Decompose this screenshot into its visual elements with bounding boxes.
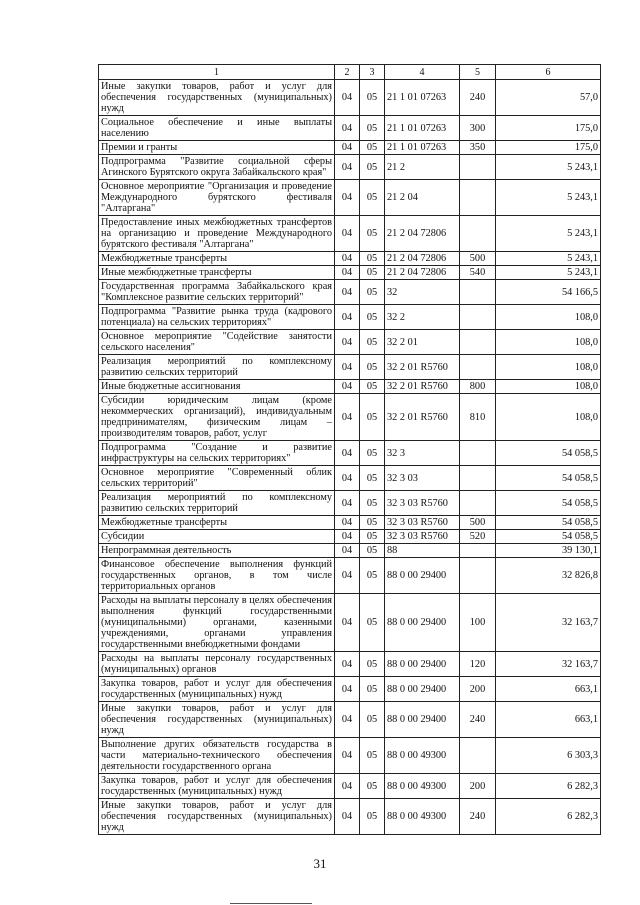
row-target-article: 88 0 00 29400 — [385, 558, 460, 594]
row-section: 04 — [335, 266, 360, 280]
row-name: Финансовое обеспечение выполнения функций государственных органов, в том числе территориальных органов — [99, 558, 335, 594]
row-target-article: 32 2 01 — [385, 330, 460, 355]
row-name: Основное мероприятие "Организация и проведение Международного бурятского фестиваля "Алтаргана" — [99, 180, 335, 216]
row-target-article: 32 — [385, 280, 460, 305]
row-target-article: 88 0 00 29400 — [385, 702, 460, 738]
row-target-article: 32 3 — [385, 441, 460, 466]
table-row — [99, 774, 601, 799]
row-target-article: 21 2 04 72806 — [385, 252, 460, 266]
row-target-article: 32 2 01 R5760 — [385, 380, 460, 394]
row-target-article: 88 0 00 29400 — [385, 652, 460, 677]
table-row — [99, 594, 601, 652]
row-section: 04 — [335, 558, 360, 594]
row-subsection: 05 — [360, 180, 385, 216]
row-target-article: 21 1 01 07263 — [385, 116, 460, 141]
row-subsection: 05 — [360, 530, 385, 544]
row-section: 04 — [335, 774, 360, 799]
row-subsection: 05 — [360, 738, 385, 774]
row-target-article: 88 0 00 29400 — [385, 677, 460, 702]
row-expense-type: 240 — [460, 702, 496, 738]
row-amount: 32 163,7 — [496, 594, 601, 652]
row-section: 04 — [335, 305, 360, 330]
table-row — [99, 141, 601, 155]
row-expense-type — [460, 441, 496, 466]
table-body — [99, 80, 601, 835]
row-section: 04 — [335, 738, 360, 774]
row-expense-type — [460, 155, 496, 180]
row-expense-type: 100 — [460, 594, 496, 652]
row-section: 04 — [335, 544, 360, 558]
row-subsection: 05 — [360, 252, 385, 266]
row-expense-type: 500 — [460, 252, 496, 266]
row-section: 04 — [335, 441, 360, 466]
row-name: Иные закупки товаров, работ и услуг для обеспечения государственных (муниципальных) нужд — [99, 799, 335, 835]
table-row — [99, 252, 601, 266]
table-row — [99, 330, 601, 355]
row-section: 04 — [335, 216, 360, 252]
row-subsection: 05 — [360, 441, 385, 466]
row-section: 04 — [335, 466, 360, 491]
row-expense-type: 540 — [460, 266, 496, 280]
table-header — [99, 65, 601, 80]
row-name: Реализация мероприятий по комплексному развитию сельских территорий — [99, 491, 335, 516]
row-name: Иные межбюджетные трансферты — [99, 266, 335, 280]
row-subsection: 05 — [360, 491, 385, 516]
row-target-article: 32 3 03 R5760 — [385, 491, 460, 516]
header-row — [99, 65, 601, 80]
table-row — [99, 530, 601, 544]
row-target-article: 21 2 04 — [385, 180, 460, 216]
row-name: Государственная программа Забайкальского края "Комплексное развитие сельских территорий" — [99, 280, 335, 305]
row-amount: 108,0 — [496, 330, 601, 355]
table-row — [99, 702, 601, 738]
row-section: 04 — [335, 491, 360, 516]
row-subsection: 05 — [360, 799, 385, 835]
table-row — [99, 677, 601, 702]
table-row — [99, 266, 601, 280]
row-name: Реализация мероприятий по комплексному развитию сельских территорий — [99, 355, 335, 380]
row-section: 04 — [335, 380, 360, 394]
row-subsection: 05 — [360, 394, 385, 441]
table-row — [99, 738, 601, 774]
row-expense-type — [460, 544, 496, 558]
row-expense-type: 520 — [460, 530, 496, 544]
table-row — [99, 466, 601, 491]
row-amount: 108,0 — [496, 394, 601, 441]
row-name: Предоставление иных межбюджетных трансфертов на организацию и проведение Международного бурятского фестиваля "Алтаргана" — [99, 216, 335, 252]
footer-divider — [230, 903, 312, 904]
row-subsection: 05 — [360, 652, 385, 677]
row-subsection: 05 — [360, 702, 385, 738]
row-target-article: 21 2 — [385, 155, 460, 180]
header-col-5: 5 — [460, 65, 496, 80]
row-name: Иные бюджетные ассигнования — [99, 380, 335, 394]
row-amount: 6 282,3 — [496, 799, 601, 835]
row-target-article: 21 2 04 72806 — [385, 266, 460, 280]
row-subsection: 05 — [360, 155, 385, 180]
row-amount: 5 243,1 — [496, 155, 601, 180]
table-row — [99, 380, 601, 394]
row-name: Межбюджетные трансферты — [99, 252, 335, 266]
row-subsection: 05 — [360, 141, 385, 155]
row-subsection: 05 — [360, 216, 385, 252]
row-amount: 663,1 — [496, 677, 601, 702]
table-row — [99, 516, 601, 530]
row-target-article: 32 3 03 R5760 — [385, 530, 460, 544]
row-amount: 5 243,1 — [496, 180, 601, 216]
row-section: 04 — [335, 652, 360, 677]
row-target-article: 88 0 00 49300 — [385, 774, 460, 799]
header-col-3: 3 — [360, 65, 385, 80]
row-subsection: 05 — [360, 516, 385, 530]
row-section: 04 — [335, 677, 360, 702]
row-section: 04 — [335, 394, 360, 441]
row-amount: 5 243,1 — [496, 216, 601, 252]
row-amount: 54 058,5 — [496, 491, 601, 516]
row-amount: 54 058,5 — [496, 441, 601, 466]
table-row — [99, 155, 601, 180]
budget-table — [98, 64, 601, 835]
row-subsection: 05 — [360, 280, 385, 305]
header-col-6: 6 — [496, 65, 601, 80]
table-row — [99, 80, 601, 116]
row-section: 04 — [335, 355, 360, 380]
row-amount: 39 130,1 — [496, 544, 601, 558]
row-section: 04 — [335, 80, 360, 116]
row-target-article: 88 — [385, 544, 460, 558]
row-amount: 175,0 — [496, 116, 601, 141]
row-amount: 6 282,3 — [496, 774, 601, 799]
header-col-1: 1 — [99, 65, 335, 80]
row-name: Субсидии — [99, 530, 335, 544]
header-col-4: 4 — [385, 65, 460, 80]
row-subsection: 05 — [360, 558, 385, 594]
row-expense-type — [460, 216, 496, 252]
row-target-article: 88 0 00 29400 — [385, 594, 460, 652]
row-target-article: 32 3 03 — [385, 466, 460, 491]
row-amount: 54 166,5 — [496, 280, 601, 305]
row-subsection: 05 — [360, 774, 385, 799]
row-expense-type: 120 — [460, 652, 496, 677]
row-expense-type: 350 — [460, 141, 496, 155]
row-target-article: 32 2 01 R5760 — [385, 394, 460, 441]
row-name: Закупка товаров, работ и услуг для обеспечения государственных (муниципальных) нужд — [99, 677, 335, 702]
table-row — [99, 216, 601, 252]
row-amount: 54 058,5 — [496, 516, 601, 530]
table-row — [99, 558, 601, 594]
table-row — [99, 116, 601, 141]
row-amount: 54 058,5 — [496, 530, 601, 544]
row-name: Расходы на выплаты персоналу государственных (муниципальных) органов — [99, 652, 335, 677]
row-subsection: 05 — [360, 305, 385, 330]
row-name: Закупка товаров, работ и услуг для обеспечения государственных (муниципальных) нужд — [99, 774, 335, 799]
row-section: 04 — [335, 799, 360, 835]
row-expense-type — [460, 180, 496, 216]
row-target-article: 32 3 03 R5760 — [385, 516, 460, 530]
row-name: Премии и гранты — [99, 141, 335, 155]
row-amount: 5 243,1 — [496, 252, 601, 266]
row-name: Выполнение других обязательств государства в части материально-технического обеспечения деятельности государственного органа — [99, 738, 335, 774]
row-amount: 57,0 — [496, 80, 601, 116]
row-target-article: 21 1 01 07263 — [385, 80, 460, 116]
row-section: 04 — [335, 252, 360, 266]
row-subsection: 05 — [360, 544, 385, 558]
row-amount: 6 303,3 — [496, 738, 601, 774]
row-section: 04 — [335, 594, 360, 652]
table-row — [99, 799, 601, 835]
row-expense-type — [460, 355, 496, 380]
row-expense-type: 300 — [460, 116, 496, 141]
row-amount: 54 058,5 — [496, 466, 601, 491]
table-row — [99, 394, 601, 441]
row-expense-type: 240 — [460, 799, 496, 835]
row-name: Подпрограмма "Развитие рынка труда (кадрового потенциала) на сельских территориях" — [99, 305, 335, 330]
row-section: 04 — [335, 155, 360, 180]
row-name: Социальное обеспечение и иные выплаты населению — [99, 116, 335, 141]
row-subsection: 05 — [360, 677, 385, 702]
row-expense-type: 200 — [460, 677, 496, 702]
row-subsection: 05 — [360, 80, 385, 116]
row-amount: 32 826,8 — [496, 558, 601, 594]
row-name: Основное мероприятие "Современный облик сельских территорий" — [99, 466, 335, 491]
row-section: 04 — [335, 516, 360, 530]
row-target-article: 88 0 00 49300 — [385, 738, 460, 774]
page-number: 31 — [313, 856, 327, 871]
row-amount: 108,0 — [496, 355, 601, 380]
row-amount: 32 163,7 — [496, 652, 601, 677]
table-row — [99, 280, 601, 305]
row-target-article: 88 0 00 49300 — [385, 799, 460, 835]
table-row — [99, 441, 601, 466]
row-subsection: 05 — [360, 355, 385, 380]
row-name: Подпрограмма "Развитие социальной сферы Агинского Бурятского округа Забайкальского края" — [99, 155, 335, 180]
table-row — [99, 305, 601, 330]
row-amount: 108,0 — [496, 305, 601, 330]
row-amount: 175,0 — [496, 141, 601, 155]
row-subsection: 05 — [360, 466, 385, 491]
row-target-article: 21 1 01 07263 — [385, 141, 460, 155]
row-name: Межбюджетные трансферты — [99, 516, 335, 530]
row-expense-type — [460, 466, 496, 491]
row-section: 04 — [335, 280, 360, 305]
row-expense-type — [460, 305, 496, 330]
header-col-2: 2 — [335, 65, 360, 80]
row-name: Основное мероприятие "Содействие занятости сельского населения" — [99, 330, 335, 355]
row-expense-type — [460, 330, 496, 355]
row-name: Субсидии юридическим лицам (кроме некоммерческих организаций), индивидуальным предпринимателям, физическим лицам – производителям товаров, работ, услуг — [99, 394, 335, 441]
row-name: Иные закупки товаров, работ и услуг для обеспечения государственных (муниципальных) нужд — [99, 80, 335, 116]
row-amount: 5 243,1 — [496, 266, 601, 280]
row-expense-type — [460, 558, 496, 594]
table-row — [99, 355, 601, 380]
row-section: 04 — [335, 116, 360, 141]
row-expense-type: 810 — [460, 394, 496, 441]
row-amount: 663,1 — [496, 702, 601, 738]
row-target-article: 21 2 04 72806 — [385, 216, 460, 252]
row-subsection: 05 — [360, 266, 385, 280]
row-expense-type — [460, 491, 496, 516]
row-section: 04 — [335, 180, 360, 216]
row-expense-type: 800 — [460, 380, 496, 394]
row-expense-type: 500 — [460, 516, 496, 530]
row-subsection: 05 — [360, 330, 385, 355]
row-name: Подпрограмма "Создание и развитие инфраструктуры на сельских территориях" — [99, 441, 335, 466]
row-target-article: 32 2 01 R5760 — [385, 355, 460, 380]
row-amount: 108,0 — [496, 380, 601, 394]
row-subsection: 05 — [360, 594, 385, 652]
row-expense-type — [460, 738, 496, 774]
row-expense-type: 240 — [460, 80, 496, 116]
row-name: Непрограммная деятельность — [99, 544, 335, 558]
row-section: 04 — [335, 702, 360, 738]
row-expense-type — [460, 280, 496, 305]
row-section: 04 — [335, 141, 360, 155]
row-target-article: 32 2 — [385, 305, 460, 330]
row-name: Расходы на выплаты персоналу в целях обеспечения выполнения функций государственными (муниципальными) органами, казенными учреждениями, органами управления государственными внебюджетными фондами — [99, 594, 335, 652]
table-row — [99, 544, 601, 558]
row-section: 04 — [335, 330, 360, 355]
row-expense-type: 200 — [460, 774, 496, 799]
table-row — [99, 491, 601, 516]
table-row — [99, 652, 601, 677]
row-section: 04 — [335, 530, 360, 544]
row-name: Иные закупки товаров, работ и услуг для обеспечения государственных (муниципальных) нужд — [99, 702, 335, 738]
table-row — [99, 180, 601, 216]
row-subsection: 05 — [360, 116, 385, 141]
row-subsection: 05 — [360, 380, 385, 394]
